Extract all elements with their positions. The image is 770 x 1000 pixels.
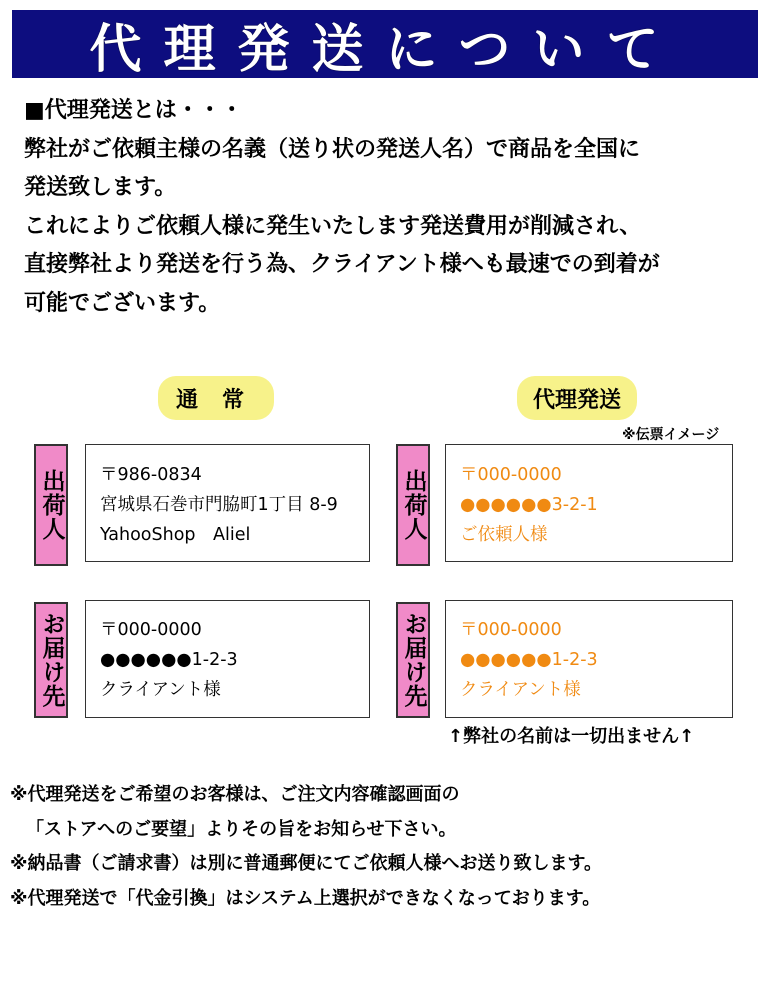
footer-note: ※納品書（ご請求書）は別に普通郵便にてご依頼人様へお送り致します。: [10, 853, 603, 874]
normal-recipient-slip: [85, 600, 370, 718]
intro-line: 発送致します。: [24, 175, 177, 200]
company-name-hidden-note: ↑弊社の名前は一切出ません↑: [448, 726, 695, 747]
intro-line: 直接弊社より発送を行う為、クライアント様へも最速での到着が: [24, 252, 660, 277]
recipient-postal: 〒000-0000: [460, 620, 562, 640]
recipient-name: クライアント様: [100, 680, 221, 700]
recipient-tag-proxy: お届け先: [396, 602, 430, 718]
proxy-shipping-label: 代理発送: [517, 376, 637, 420]
footer-note: ※代理発送をご希望のお客様は、ご注文内容確認画面の: [10, 784, 460, 805]
sender-postal: 〒000-0000: [460, 465, 562, 485]
recipient-address: ●●●●●●1-2-3: [460, 650, 598, 670]
footer-note: ※代理発送で「代金引換」はシステム上選択ができなくなっております。: [10, 887, 601, 909]
normal-shipping-label: 通常: [158, 376, 274, 420]
sender-postal: 〒986-0834: [100, 465, 202, 485]
slip-image-note: ※伝票イメージ: [622, 427, 720, 443]
intro-heading: ■代理発送とは・・・: [24, 98, 243, 123]
recipient-tag-normal: お届け先: [34, 602, 68, 718]
recipient-postal: 〒000-0000: [100, 620, 202, 640]
proxy-recipient-slip: [445, 600, 733, 718]
footer-notes: [10, 778, 760, 916]
recipient-name: クライアント様: [460, 680, 581, 700]
sender-name: ご依頼人様: [460, 525, 548, 545]
sender-tag-normal: 出荷人: [34, 444, 68, 566]
footer-note: 「ストアへのご要望」よりその旨をお知らせ下さい。: [26, 818, 457, 840]
sender-address: 宮城県石巻市門脇町1丁目 8-9: [100, 495, 338, 515]
sender-name: YahooShop Aliel: [100, 525, 251, 545]
intro-line: 弊社がご依頼主様の名義（送り状の発送人名）で商品を全国に: [24, 136, 641, 162]
intro-section: [24, 92, 754, 323]
intro-line: これによりご依頼人様に発生いたします発送費用が削減され、: [24, 213, 642, 239]
intro-line: 可能でございます。: [24, 290, 221, 316]
sender-tag-proxy: 出荷人: [396, 444, 430, 566]
proxy-sender-slip: [445, 444, 733, 562]
recipient-address: ●●●●●●1-2-3: [100, 650, 238, 670]
normal-sender-slip: [85, 444, 370, 562]
sender-address: ●●●●●●3-2-1: [460, 495, 598, 515]
page-title: 代理発送について: [12, 10, 758, 78]
